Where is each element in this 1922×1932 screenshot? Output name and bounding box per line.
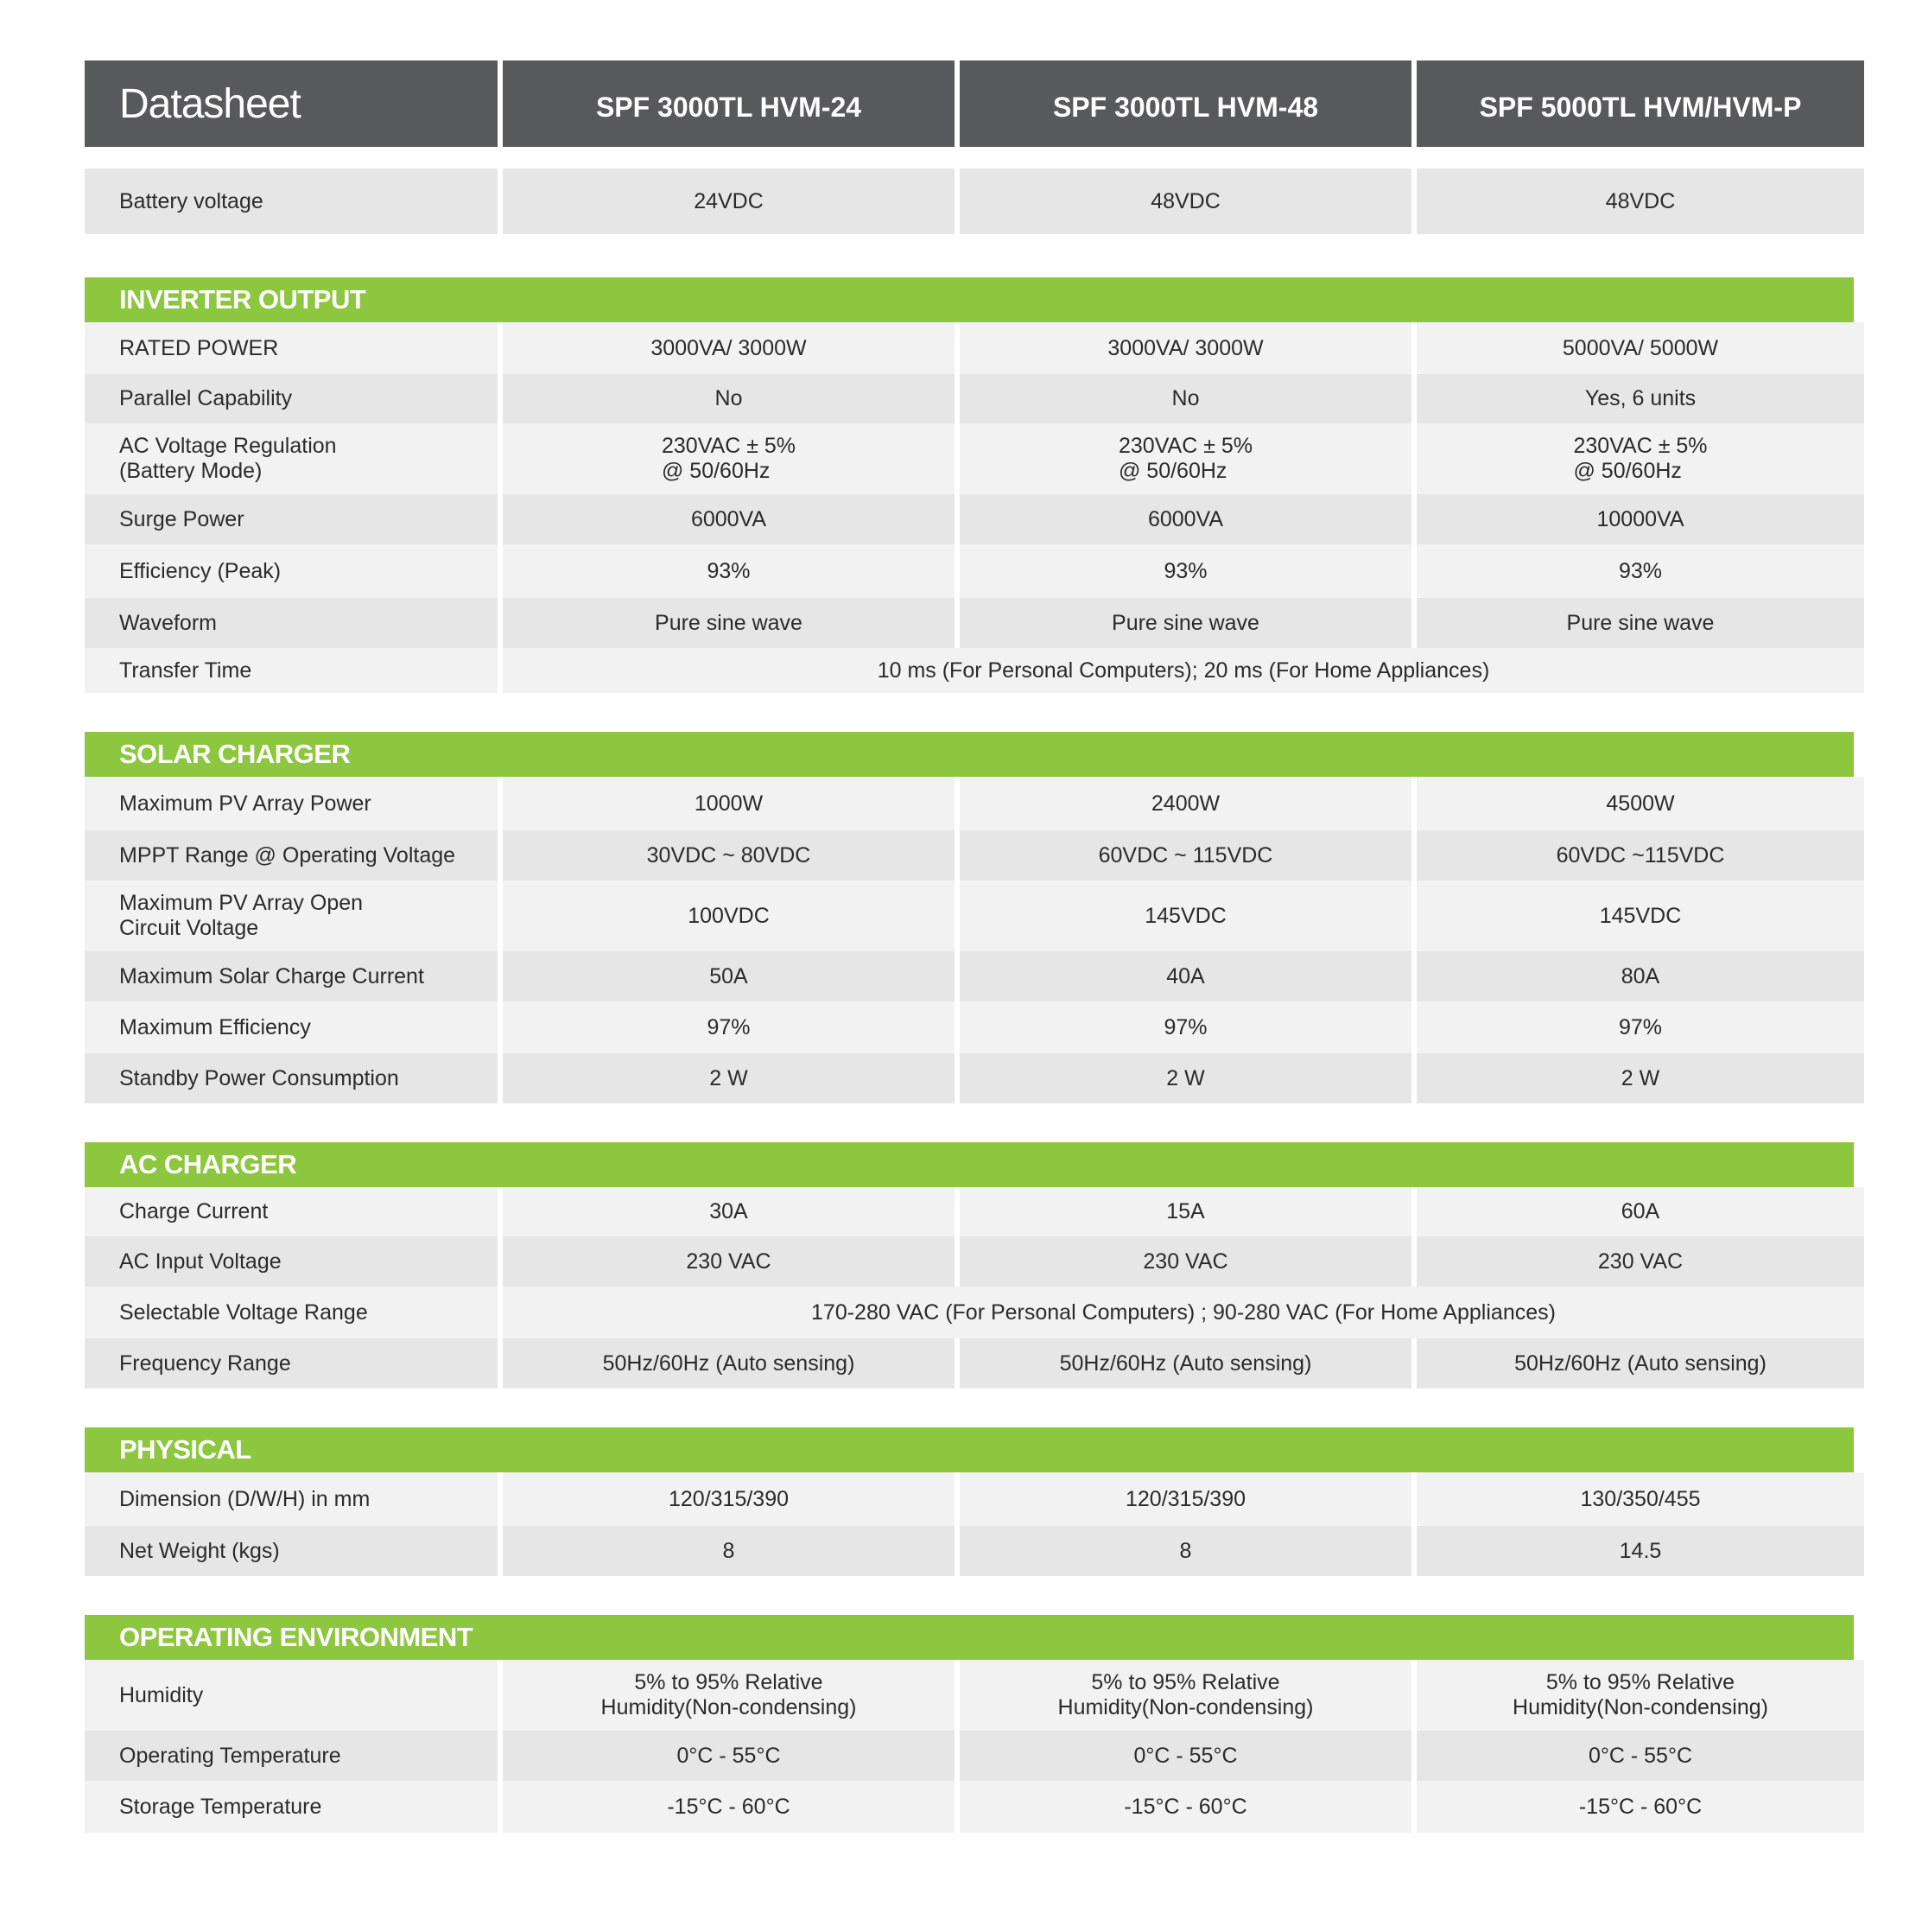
row-value: 93% bbox=[503, 544, 955, 598]
row-label: Selectable Voltage Range bbox=[85, 1287, 498, 1338]
table-row bbox=[85, 1660, 1854, 1731]
row-value: 50Hz/60Hz (Auto sensing) bbox=[503, 1338, 955, 1389]
row-value: 8 bbox=[503, 1526, 955, 1576]
row-value: 6000VA bbox=[960, 494, 1411, 544]
row-value: Yes, 6 units bbox=[1417, 374, 1864, 423]
section-title: OPERATING ENVIRONMENT bbox=[85, 1615, 1854, 1660]
row-value-spanning: 170-280 VAC (For Personal Computers) ; 90-280 VAC (For Home Appliances) bbox=[503, 1287, 1864, 1338]
row-value: 48VDC bbox=[1417, 168, 1864, 234]
section-title: AC CHARGER bbox=[85, 1142, 1854, 1187]
value-line: @ 50/60Hz bbox=[1118, 459, 1227, 483]
row-value: -15°C - 60°C bbox=[1417, 1781, 1864, 1833]
table-row bbox=[85, 598, 1854, 648]
row-value: 14.5 bbox=[1417, 1526, 1864, 1576]
row-value: 97% bbox=[503, 1001, 955, 1053]
section-physical bbox=[85, 1427, 1854, 1576]
row-label: Frequency Range bbox=[85, 1338, 498, 1389]
row-value: 120/315/390 bbox=[503, 1472, 955, 1526]
row-value: 2 W bbox=[1417, 1053, 1864, 1103]
table-row bbox=[85, 1526, 1854, 1576]
row-label: Storage Temperature bbox=[85, 1781, 498, 1833]
row-label: Battery voltage bbox=[85, 168, 498, 234]
section-title: INVERTER OUTPUT bbox=[85, 277, 1854, 322]
row-value: 2 W bbox=[503, 1053, 955, 1103]
row-label: Surge Power bbox=[85, 494, 498, 544]
row-label: Transfer Time bbox=[85, 648, 498, 693]
row-value: 230 VAC bbox=[503, 1236, 955, 1287]
table-row bbox=[85, 494, 1854, 544]
value-line: @ 50/60Hz bbox=[661, 459, 771, 483]
row-value: 2400W bbox=[960, 777, 1411, 830]
table-row bbox=[85, 1472, 1854, 1526]
row-value bbox=[960, 423, 1411, 494]
section-title: SOLAR CHARGER bbox=[85, 732, 1854, 777]
table-row bbox=[85, 1187, 1854, 1236]
row-label: Net Weight (kgs) bbox=[85, 1526, 498, 1576]
row-value: 97% bbox=[960, 1001, 1411, 1053]
row-label: Parallel Capability bbox=[85, 374, 498, 423]
table-row bbox=[85, 1053, 1854, 1103]
row-value: 93% bbox=[960, 544, 1411, 598]
row-label: Charge Current bbox=[85, 1187, 498, 1236]
row-value: 30VDC ~ 80VDC bbox=[503, 830, 955, 880]
row-value: 120/315/390 bbox=[960, 1472, 1411, 1526]
row-value: 0°C - 55°C bbox=[503, 1731, 955, 1781]
header-row bbox=[85, 60, 1854, 147]
row-label: Dimension (D/W/H) in mm bbox=[85, 1472, 498, 1526]
row-value bbox=[1417, 423, 1864, 494]
value-line: 230VAC ± 5% bbox=[661, 434, 796, 459]
row-value: 24VDC bbox=[503, 168, 955, 234]
section-solar-charger bbox=[85, 732, 1854, 1103]
table-row bbox=[85, 1781, 1854, 1833]
model-header: SPF 3000TL HVM-24 bbox=[503, 60, 955, 147]
row-value: 130/350/455 bbox=[1417, 1472, 1864, 1526]
label-line: Maximum PV Array Open bbox=[119, 891, 364, 916]
value-line: Humidity(Non-condensing) bbox=[1057, 1695, 1314, 1719]
value-line: 5% to 95% Relative bbox=[1545, 1670, 1735, 1695]
label-line: AC Voltage Regulation bbox=[119, 434, 337, 459]
row-value: 0°C - 55°C bbox=[1417, 1731, 1864, 1781]
row-value: -15°C - 60°C bbox=[503, 1781, 955, 1833]
row-value: No bbox=[960, 374, 1411, 423]
row-label: Maximum Solar Charge Current bbox=[85, 951, 498, 1001]
row-value: Pure sine wave bbox=[503, 598, 955, 648]
row-label: AC Input Voltage bbox=[85, 1236, 498, 1287]
value-line: 5% to 95% Relative bbox=[1091, 1670, 1280, 1695]
table-row bbox=[85, 1731, 1854, 1781]
row-value bbox=[960, 1660, 1411, 1731]
table-row bbox=[85, 777, 1854, 830]
section-title: PHYSICAL bbox=[85, 1427, 1854, 1472]
row-value: 8 bbox=[960, 1526, 1411, 1576]
row-value: 5000VA/ 5000W bbox=[1417, 322, 1864, 374]
row-label bbox=[85, 423, 498, 494]
row-label: Maximum Efficiency bbox=[85, 1001, 498, 1053]
row-label: Maximum PV Array Power bbox=[85, 777, 498, 830]
label-line: (Battery Mode) bbox=[119, 459, 263, 483]
row-label: Operating Temperature bbox=[85, 1731, 498, 1781]
row-value bbox=[503, 423, 955, 494]
row-value: 230 VAC bbox=[1417, 1236, 1864, 1287]
row-value: 97% bbox=[1417, 1001, 1864, 1053]
section-ac-charger bbox=[85, 1142, 1854, 1389]
row-value: 4500W bbox=[1417, 777, 1864, 830]
row-value: 50Hz/60Hz (Auto sensing) bbox=[960, 1338, 1411, 1389]
table-row bbox=[85, 374, 1854, 423]
section-operating-environment bbox=[85, 1615, 1854, 1833]
table-row bbox=[85, 322, 1854, 374]
row-value: 60VDC ~115VDC bbox=[1417, 830, 1864, 880]
row-label: RATED POWER bbox=[85, 322, 498, 374]
battery-voltage-row bbox=[85, 168, 1854, 234]
table-row bbox=[85, 544, 1854, 598]
row-value: 3000VA/ 3000W bbox=[503, 322, 955, 374]
row-value bbox=[1417, 1660, 1864, 1731]
table-row bbox=[85, 1236, 1854, 1287]
table-row bbox=[85, 951, 1854, 1001]
row-label bbox=[85, 880, 498, 951]
value-line: @ 50/60Hz bbox=[1573, 459, 1682, 483]
table-row bbox=[85, 1001, 1854, 1053]
label-line: Circuit Voltage bbox=[119, 916, 259, 940]
row-value: 15A bbox=[960, 1187, 1411, 1236]
model-header: SPF 3000TL HVM-48 bbox=[960, 60, 1411, 147]
row-value: 145VDC bbox=[960, 880, 1411, 951]
datasheet bbox=[85, 60, 1854, 1872]
row-value: 60A bbox=[1417, 1187, 1864, 1236]
row-value: 40A bbox=[960, 951, 1411, 1001]
row-value: 50Hz/60Hz (Auto sensing) bbox=[1417, 1338, 1864, 1389]
row-value: 60VDC ~ 115VDC bbox=[960, 830, 1411, 880]
section-inverter-output bbox=[85, 277, 1854, 693]
row-value: 50A bbox=[503, 951, 955, 1001]
row-value: -15°C - 60°C bbox=[960, 1781, 1411, 1833]
row-value: 48VDC bbox=[960, 168, 1411, 234]
row-value: 93% bbox=[1417, 544, 1864, 598]
row-label: Efficiency (Peak) bbox=[85, 544, 498, 598]
value-line: Humidity(Non-condensing) bbox=[600, 1695, 857, 1719]
row-value: 1000W bbox=[503, 777, 955, 830]
row-value: 3000VA/ 3000W bbox=[960, 322, 1411, 374]
row-label: Humidity bbox=[85, 1660, 498, 1731]
row-value: 6000VA bbox=[503, 494, 955, 544]
row-value: 2 W bbox=[960, 1053, 1411, 1103]
row-value: No bbox=[503, 374, 955, 423]
row-value bbox=[503, 1660, 955, 1731]
table-row bbox=[85, 880, 1854, 951]
table-row bbox=[85, 648, 1854, 693]
row-label: MPPT Range @ Operating Voltage bbox=[85, 830, 498, 880]
value-line: 230VAC ± 5% bbox=[1118, 434, 1253, 459]
value-line: 5% to 95% Relative bbox=[634, 1670, 823, 1695]
row-value-spanning: 10 ms (For Personal Computers); 20 ms (For Home Appliances) bbox=[503, 648, 1864, 693]
datasheet-title: Datasheet bbox=[85, 60, 498, 147]
model-header: SPF 5000TL HVM/HVM-P bbox=[1417, 60, 1864, 147]
table-row bbox=[85, 1338, 1854, 1389]
row-value: 0°C - 55°C bbox=[960, 1731, 1411, 1781]
row-value: 30A bbox=[503, 1187, 955, 1236]
value-line: Humidity(Non-condensing) bbox=[1513, 1695, 1768, 1719]
row-value: Pure sine wave bbox=[960, 598, 1411, 648]
row-label: Waveform bbox=[85, 598, 498, 648]
row-value: Pure sine wave bbox=[1417, 598, 1864, 648]
table-row bbox=[85, 423, 1854, 494]
row-value: 10000VA bbox=[1417, 494, 1864, 544]
row-value: 100VDC bbox=[503, 880, 955, 951]
table-row bbox=[85, 830, 1854, 880]
row-label: Standby Power Consumption bbox=[85, 1053, 498, 1103]
row-value: 145VDC bbox=[1417, 880, 1864, 951]
table-row bbox=[85, 1287, 1854, 1338]
value-line: 230VAC ± 5% bbox=[1573, 434, 1708, 459]
row-value: 230 VAC bbox=[960, 1236, 1411, 1287]
row-value: 80A bbox=[1417, 951, 1864, 1001]
